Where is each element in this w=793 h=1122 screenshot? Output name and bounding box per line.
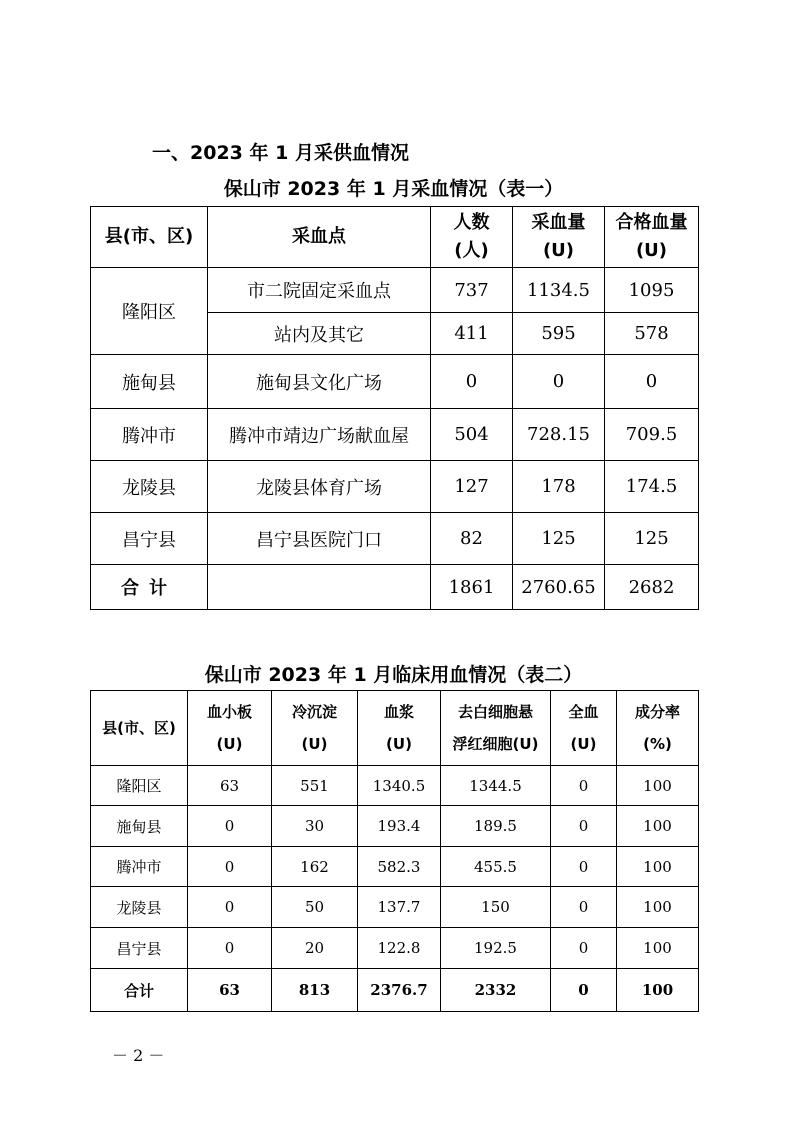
header-rate-line1: 成分率 [634,703,680,721]
county-cell: 施甸县 [91,806,188,847]
platelet-cell: 63 [188,969,272,1012]
plasma-cell: 1340.5 [358,766,441,806]
site-cell: 腾冲市靖边广场献血屋 [208,409,431,461]
whole-cell: 0 [551,887,617,928]
rate-cell: 100 [617,766,699,806]
table-row [91,409,699,461]
table-row [91,847,699,887]
site-cell: 站内及其它 [208,313,431,355]
header-volume-line1: 采血量 [531,212,586,233]
volume-cell: 0 [513,355,605,409]
site-cell [208,565,431,610]
county-cell: 隆阳区 [91,268,208,355]
whole-cell: 0 [551,928,617,969]
header-qualified [605,207,699,268]
rate-cell: 100 [617,887,699,928]
plasma-cell: 122.8 [358,928,441,969]
county-cell: 施甸县 [91,355,208,409]
header-cryo-line1: 冷沉淀 [291,703,337,721]
people-cell: 411 [431,313,513,355]
rate-cell: 100 [617,969,699,1012]
section-title: 一、2023 年 1 月采供血情况 [152,142,409,164]
header-whole-line1: 全血 [568,703,599,721]
header-rbc [441,691,551,766]
header-platelet-line1: 血小板 [206,703,252,721]
header-people [431,207,513,268]
platelet-cell: 0 [188,806,272,847]
county-cell: 龙陵县 [91,887,188,928]
rate-cell: 100 [617,847,699,887]
cryo-cell: 162 [272,847,358,887]
qualified-cell: 125 [605,513,699,565]
cryo-cell: 551 [272,766,358,806]
volume-cell: 2760.65 [513,565,605,610]
header-county: 县(市、区) [91,691,188,766]
rbc-cell: 455.5 [441,847,551,887]
header-cryo-line2: (U) [301,735,328,753]
header-rbc-line2: 浮红细胞(U) [452,735,539,753]
header-qualified-line1: 合格血量 [615,212,688,233]
clinical-blood-use-table [90,690,699,1012]
rate-cell: 100 [617,806,699,847]
header-platelet-line2: (U) [216,735,243,753]
volume-cell: 125 [513,513,605,565]
plasma-cell: 2376.7 [358,969,441,1012]
header-cryo [272,691,358,766]
platelet-cell: 0 [188,847,272,887]
people-cell: 0 [431,355,513,409]
header-whole [551,691,617,766]
people-cell: 1861 [431,565,513,610]
people-cell: 737 [431,268,513,313]
plasma-cell: 193.4 [358,806,441,847]
site-cell: 昌宁县医院门口 [208,513,431,565]
rbc-cell: 2332 [441,969,551,1012]
header-platelet [188,691,272,766]
qualified-cell: 2682 [605,565,699,610]
header-people-line2: (人) [454,240,489,261]
header-rbc-line1: 去白细胞悬 [457,703,533,721]
cryo-cell: 813 [272,969,358,1012]
cryo-cell: 20 [272,928,358,969]
header-volume [513,207,605,268]
volume-cell: 1134.5 [513,268,605,313]
whole-cell: 0 [551,969,617,1012]
table-row [91,766,699,806]
table-row [91,355,699,409]
people-cell: 127 [431,461,513,513]
header-people-line1: 人数 [453,212,490,233]
header-volume-line2: (U) [542,240,575,261]
cryo-cell: 50 [272,887,358,928]
rate-cell: 100 [617,928,699,969]
table1-total-row [91,565,699,610]
plasma-cell: 137.7 [358,887,441,928]
table2-total-row [91,969,699,1012]
whole-cell: 0 [551,806,617,847]
header-rate-line2: (%) [643,735,672,753]
table2-header-row [91,691,699,766]
platelet-cell: 0 [188,887,272,928]
rbc-cell: 1344.5 [441,766,551,806]
people-cell: 504 [431,409,513,461]
qualified-cell: 0 [605,355,699,409]
table-row [91,887,699,928]
table-row [91,513,699,565]
header-county: 县(市、区) [91,207,208,268]
header-rate [617,691,699,766]
county-cell: 隆阳区 [91,766,188,806]
table-row [91,461,699,513]
volume-cell: 178 [513,461,605,513]
county-cell: 龙陵县 [91,461,208,513]
county-cell: 昌宁县 [91,513,208,565]
blood-collection-table [90,206,699,610]
rbc-cell: 192.5 [441,928,551,969]
qualified-cell: 174.5 [605,461,699,513]
header-site: 采血点 [208,207,431,268]
county-cell: 腾冲市 [91,409,208,461]
header-whole-line2: (U) [570,735,597,753]
platelet-cell: 0 [188,928,272,969]
qualified-cell: 578 [605,313,699,355]
county-cell: 昌宁县 [91,928,188,969]
total-label: 合计 [91,565,208,610]
header-plasma-line1: 血浆 [383,703,414,721]
total-label: 合计 [91,969,188,1012]
people-cell: 82 [431,513,513,565]
site-cell: 施甸县文化广场 [208,355,431,409]
header-plasma [358,691,441,766]
site-cell: 市二院固定采血点 [208,268,431,313]
site-cell: 龙陵县体育广场 [208,461,431,513]
header-plasma-line2: (U) [386,735,412,753]
whole-cell: 0 [551,847,617,887]
table-row [91,806,699,847]
header-qualified-line2: (U) [635,240,668,261]
table-row [91,928,699,969]
table-row [91,268,699,313]
rbc-cell: 189.5 [441,806,551,847]
volume-cell: 728.15 [513,409,605,461]
table2-caption: 保山市 2023 年 1 月临床用血情况（表二） [204,664,583,686]
volume-cell: 595 [513,313,605,355]
cryo-cell: 30 [272,806,358,847]
table1-caption: 保山市 2023 年 1 月采血情况（表一） [223,178,564,200]
plasma-cell: 582.3 [358,847,441,887]
table1-header-row [91,207,699,268]
county-cell: 腾冲市 [91,847,188,887]
qualified-cell: 1095 [605,268,699,313]
qualified-cell: 709.5 [605,409,699,461]
page-number: － 2 － [112,1046,165,1065]
whole-cell: 0 [551,766,617,806]
platelet-cell: 63 [188,766,272,806]
rbc-cell: 150 [441,887,551,928]
